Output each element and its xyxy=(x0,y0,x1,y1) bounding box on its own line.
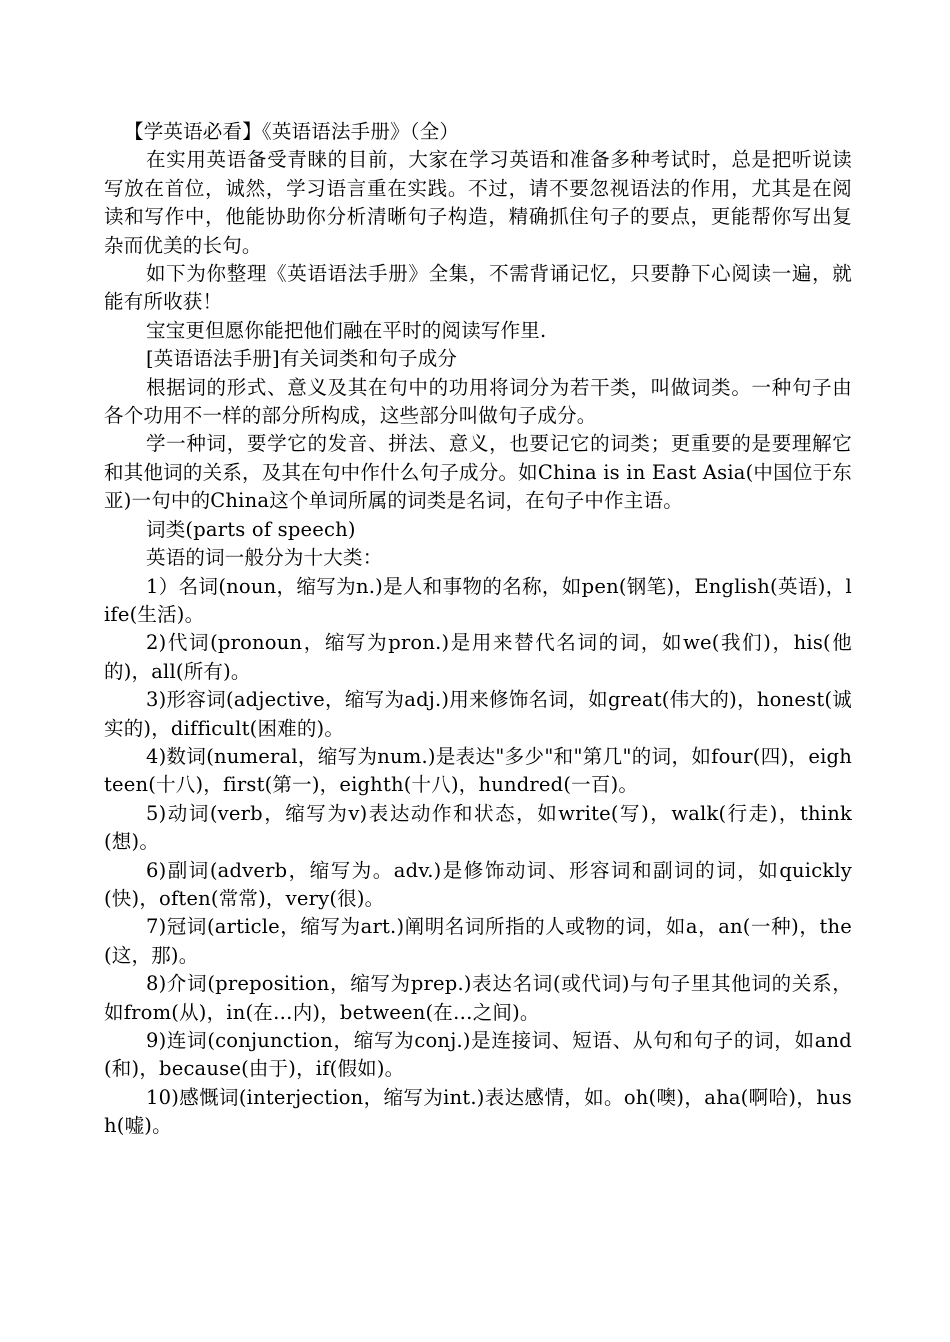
document-title: 【学英语必看】《英语语法手册》（全） xyxy=(124,120,460,143)
paragraph-intro: 在实用英语备受青睐的目前，大家在学习英语和准备多种考试时，总是把听说读写放在首位，诚然，学习语言重在实践。不过，请不要忽视语法的作用，尤其是在阅读和写作中，他能协助你分析清晰句子构造，精确抓住句子的要点，更能帮你写出复杂而优美的长句。 xyxy=(104,148,852,257)
list-item-verb: 5)动词(verb，缩写为v)表达动作和状态，如write(写)，walk(行走)，think(想)。 xyxy=(104,801,852,854)
list-item-interjection: 10)感慨词(interjection，缩写为int.)表达感情，如。oh(噢)，aha(啊哈)，hush(嘘)。 xyxy=(104,1085,852,1138)
list-item-conjunction: 9)连词(conjunction，缩写为conj.)是连接词、短语、从句和句子的词，如and(和)，because(由于)，if(假如)。 xyxy=(104,1029,852,1081)
paragraph-wish: 宝宝更但愿你能把他们融在平时的阅读写作里. xyxy=(146,318,547,342)
paragraph-collection-note: 如下为你整理《英语语法手册》全集，不需背诵记忆，只要静下心阅读一遍，就能有所收获！ xyxy=(104,262,852,314)
list-item-pronoun: 2)代词(pronoun，缩写为pron.)是用来替代名词的词，如we(我们)，his(他的)，all(所有)。 xyxy=(104,631,852,683)
document-body xyxy=(104,118,852,1141)
parts-of-speech-heading: 词类(parts of speech) xyxy=(146,517,356,541)
paragraph-word-classes: 根据词的形式、意义及其在句中的功用将词分为若干类，叫做词类。一种句子由各个功用不一样的部分所构成，这些部分叫做句子成分。 xyxy=(104,375,852,428)
ten-classes-intro: 英语的词一般分为十大类： xyxy=(146,546,383,570)
list-item-preposition: 8)介词(preposition，缩写为prep.)表达名词(或代词)与句子里其他词的关系，如from(从)，in(在…内)，between(在…之间)。 xyxy=(104,972,852,1024)
list-item-adverb: 6)副词(adverb，缩写为。adv.)是修饰动词、形容词和副词的词，如quickly(快)，often(常常)，very(很)。 xyxy=(104,858,852,910)
section-heading: [英语语法手册]有关词类和句子成分 xyxy=(146,347,458,371)
list-item-adjective: 3)形容词(adjective，缩写为adj.)用来修饰名词，如great(伟大的)，honest(诚实的)，difficult(困难的)。 xyxy=(104,688,852,740)
list-item-numeral: 4)数词(numeral，缩写为num.)是表达"多少"和"第几"的词，如four(四)，eighteen(十八)，first(第一)，eighth(十八)，hundred(一百)。 xyxy=(104,744,852,797)
paragraph-learning-words: 学一种词，要学它的发音、拼法、意义，也要记它的词类；更重要的是要理解它和其他词的关系，及其在句中作什么句子成分。如China is in East Asia(中国位于东亚)一句中的China这个单词所属的词类是名词，在句子中作主语。 xyxy=(104,432,852,513)
list-item-noun: 1）名词(noun，缩写为n.)是人和事物的名称，如pen(钢笔)，English(英语)，life(生活)。 xyxy=(104,574,852,626)
list-item-article: 7)冠词(article，缩写为art.)阐明名词所指的人或物的词，如a，an(一种)，the(这，那)。 xyxy=(104,915,852,967)
